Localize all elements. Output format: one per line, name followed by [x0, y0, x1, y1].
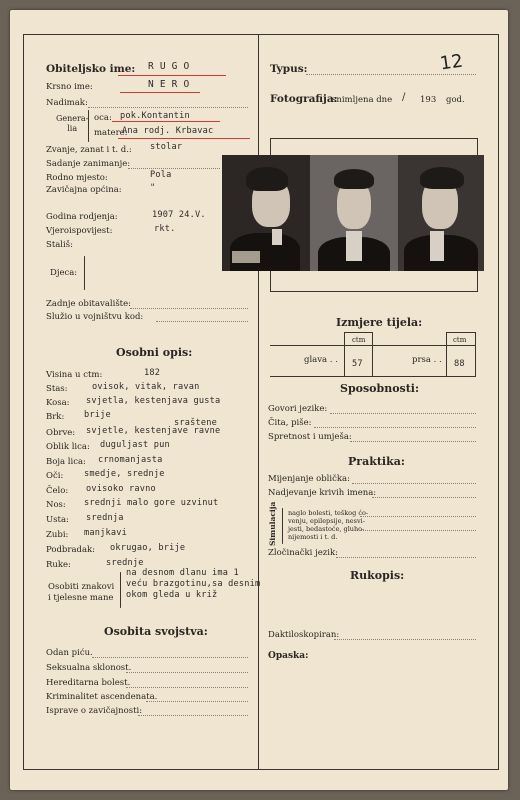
father-label: oca: — [94, 113, 112, 123]
fill-line — [336, 557, 476, 558]
chest-value: 88 — [454, 359, 465, 369]
marks-label: Osobiti znakovi i tjelesne mane — [48, 582, 115, 603]
status-label: Stališ: — [46, 240, 73, 250]
fill-line — [306, 74, 476, 75]
mother-value: Ana rodj. Krbavac — [122, 126, 214, 136]
red-underline — [112, 121, 220, 122]
teeth-label: Zubi: — [46, 530, 69, 540]
measurements-heading: Izmjere tijela: — [336, 316, 423, 329]
head-value: 57 — [352, 359, 363, 369]
eyebrows-label: Obrve: — [46, 428, 76, 438]
fill-line — [146, 701, 248, 702]
fill-line — [372, 497, 476, 498]
fill-line — [88, 107, 248, 108]
column-divider — [258, 34, 259, 770]
table-line — [344, 332, 345, 376]
fill-line — [92, 657, 248, 658]
fill-line — [130, 308, 248, 309]
literacy-label: Čita, piše: — [268, 418, 312, 428]
first-name-value: N E R O — [148, 79, 190, 90]
remark-label: Opaska: — [268, 651, 309, 661]
photo-label: Fotografija: — [270, 93, 338, 105]
criminal-language-label: Zločinački jezik: — [268, 548, 338, 558]
mouth-label: Usta: — [46, 515, 69, 525]
fill-line — [126, 672, 248, 673]
abilities-heading: Sposobnosti: — [340, 382, 420, 395]
documents-label: Isprave o zavičajnosti: — [46, 706, 143, 716]
birthplace-label: Rodno mjesto: — [46, 173, 108, 183]
moustache-label: Brk: — [46, 412, 65, 422]
religion-value: rkt. — [154, 224, 176, 234]
marks-value: na desnom dlanu ima 1 veću brazgotinu,sa desnim okom gleda u križ — [126, 568, 261, 600]
sexual-label: Seksualna sklonost. — [46, 663, 132, 673]
brace — [282, 508, 283, 544]
fill-line — [314, 427, 476, 428]
photo-year-suffix: god. — [446, 95, 465, 105]
hands-value: srednje — [106, 558, 144, 568]
typus-label: Typus: — [270, 63, 308, 75]
profile-panel — [222, 155, 310, 271]
mugshot-photo — [222, 155, 484, 271]
red-underline — [118, 138, 250, 139]
hands-label: Ruke: — [46, 560, 71, 570]
face-shape-label: Oblik lica: — [46, 442, 90, 452]
father-value: pok.Kontantin — [120, 111, 190, 121]
municipality-value: " — [150, 183, 156, 193]
religion-label: Vjeroispovijest: — [46, 226, 113, 236]
criminality-label: Kriminalitet ascendenata. — [46, 692, 158, 702]
military-label: Služio u vojništvu kod: — [46, 312, 144, 322]
eyes-label: Oči: — [46, 471, 64, 481]
eyes-value: smedje, srednje — [84, 469, 165, 479]
teeth-value: manjkavi — [84, 528, 127, 538]
fill-line — [360, 530, 476, 531]
special-traits-heading: Osobita svojstva: — [104, 625, 208, 638]
forehead-label: Čelo: — [46, 486, 69, 496]
birthplace-value: Pola — [150, 170, 172, 180]
current-job-label: Sadanje zanimanje: — [46, 159, 131, 169]
table-line — [372, 332, 373, 376]
physical-description-heading: Osobni opis: — [116, 346, 193, 359]
table-line — [270, 376, 476, 377]
fill-line — [360, 516, 476, 517]
fill-line — [334, 639, 476, 640]
surname-value: R U G O — [148, 61, 190, 72]
children-label: Djeca: — [50, 268, 78, 278]
build-value: ovisok, vitak, ravan — [92, 382, 200, 392]
eyebrows-extra: sraštene — [174, 418, 217, 428]
complexion-value: crnomanjasta — [98, 455, 163, 465]
fill-line — [138, 715, 248, 716]
chest-label: prsa . . — [412, 355, 442, 365]
nickname-label: Nadimak: — [46, 98, 88, 108]
face-shape-value: duguljast pun — [100, 440, 170, 450]
eyebrows-value: svjetle, kestenjave ravne — [86, 426, 221, 436]
fill-line — [126, 687, 248, 688]
forehead-value: ovisoko ravno — [86, 484, 156, 494]
photo-date-text: snimljena dne — [332, 95, 393, 105]
appearance-change-label: Mijenjanje oblička: — [268, 474, 350, 484]
complexion-label: Boja lica: — [46, 457, 86, 467]
chin-label: Podbradak: — [46, 545, 96, 555]
front-panel — [310, 155, 398, 271]
chin-value: okrugao, brije — [110, 543, 186, 553]
alcohol-label: Odan piću. — [46, 648, 93, 658]
typus-handwritten: 12 — [438, 50, 465, 75]
occupation-value: stolar — [150, 142, 183, 152]
brace — [84, 256, 85, 290]
first-name-label: Krsno ime: — [46, 82, 93, 92]
slash-1: / — [402, 92, 406, 103]
last-residence-label: Zadnje obitavalište: — [46, 299, 131, 309]
surname-label: Obiteljsko ime: — [46, 63, 136, 75]
hair-label: Kosa: — [46, 398, 70, 408]
simulation-text: naglo bolesti, teškog ćo- venju, epilepsije, nesvi- jesti, bedastoće, gluho- nijemosti i t. d. — [288, 509, 369, 541]
red-underline — [118, 75, 226, 76]
nose-value: srednji malo gore uzvinut — [84, 498, 219, 508]
height-value: 182 — [144, 368, 161, 378]
hair-value: svjetla, kestenjava gusta — [86, 396, 221, 406]
false-names-label: Nadjevanje krivih imena: — [268, 488, 377, 498]
fill-line — [350, 441, 476, 442]
table-line — [344, 332, 372, 333]
birthdate-label: Godina rodjenja: — [46, 212, 118, 222]
mother-label: matere: — [94, 128, 128, 138]
ctm-header: ctm — [352, 336, 366, 344]
fill-line — [330, 413, 476, 414]
table-line — [446, 332, 447, 376]
hereditary-label: Hereditarna bolest. — [46, 678, 131, 688]
generalia-label: Genera- lia — [56, 114, 89, 133]
birthdate-value: 1907 24.V. — [152, 210, 206, 220]
occupation-label: Zvanje, zanat i t. d.: — [46, 145, 132, 155]
head-label: glava . . — [304, 355, 338, 365]
photo-year: 193 — [420, 95, 437, 105]
fill-line — [352, 483, 476, 484]
red-underline — [120, 92, 200, 93]
mouth-value: srednja — [86, 513, 124, 523]
height-label: Visina u ctm: — [46, 370, 103, 380]
three-quarter-panel — [398, 155, 484, 271]
practice-heading: Praktika: — [348, 455, 405, 468]
ctm-header: ctm — [453, 336, 467, 344]
moustache-value: brije — [84, 410, 111, 420]
municipality-label: Zavičajna općina: — [46, 185, 122, 195]
languages-label: Govori jezike: — [268, 404, 328, 414]
handwriting-heading: Rukopis: — [350, 569, 405, 582]
simulation-label: Simulacija — [268, 501, 277, 546]
skill-label: Spretnost i umješa: — [268, 432, 352, 442]
nose-label: Nos: — [46, 500, 66, 510]
brace — [120, 572, 121, 608]
fill-line — [156, 321, 248, 322]
table-line — [446, 332, 475, 333]
fingerprinted-label: Daktiloskopiran: — [268, 630, 340, 640]
brace — [88, 110, 89, 142]
fill-line — [128, 168, 220, 169]
table-line — [475, 332, 476, 376]
build-label: Stas: — [46, 384, 68, 394]
